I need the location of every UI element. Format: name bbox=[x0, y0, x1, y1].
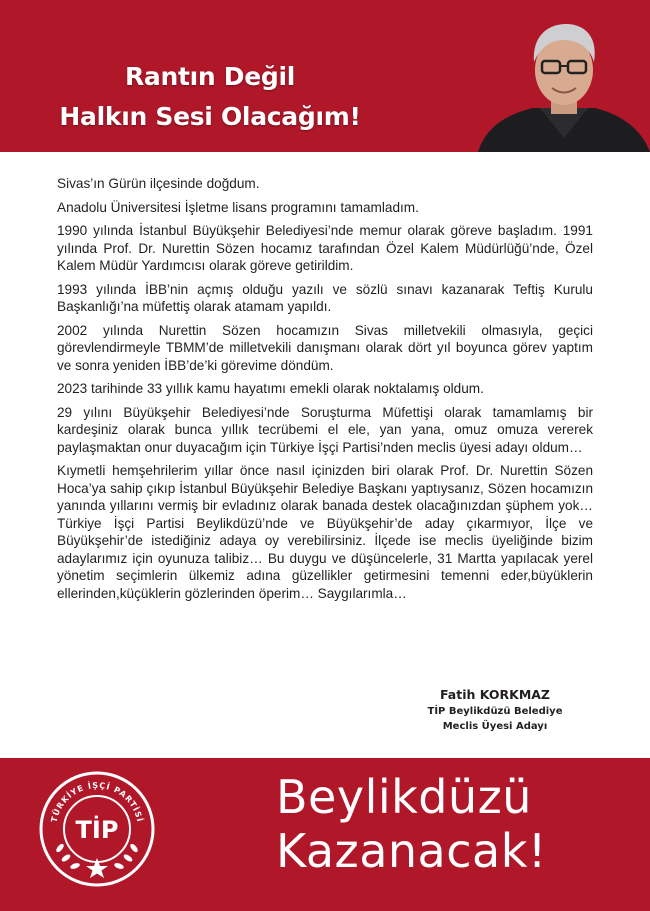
headline-line-1: Rantın Değil bbox=[124, 62, 296, 91]
tip-party-logo bbox=[38, 770, 156, 888]
headline-line-2: Halkın Sesi Olacağım! bbox=[59, 102, 361, 131]
biography-text bbox=[57, 175, 593, 608]
signature-block bbox=[380, 686, 610, 734]
signature-name: Fatih KORKMAZ bbox=[440, 687, 550, 702]
slogan-line-1: Beylikdüzü bbox=[276, 770, 532, 824]
slogan bbox=[276, 770, 646, 878]
logo-ring-text: TÜRKİYE İŞÇİ PARTİSİ bbox=[49, 780, 145, 824]
candidate-photo bbox=[478, 14, 650, 152]
bio-paragraph-8: Kıymetli hemşehrilerim yıllar önce nasıl içinizden biri olarak Prof. Dr. Nurettin Sözen Hoca’ya sahip çıkıp İstanbul Büyükşehir Belediye Başkanı yaptıysanız, Sözen hocamızın yanında yıllarını vermiş bir evladınız olarak banada destek olacağınızdan şüphem yok… Türkiye İşçi Partisi Beylikdüzü’nde ve Büyükşehir’de aday çıkarmıyor, İlçe ve Büyükşehir’de istediğiniz adaya oy verebilirsiniz. İlçede ise meclis üyeliğinde bizim adaylarımız için oyunuza talibiz… Bu duygu ve düşüncelerle, 31 Martta yapılacak yerel yönetim seçimlerin ülkemiz adına güzellikler getirmesini temenni eder,büyüklerin ellerinden,küçüklerin gözlerinden öperim… Saygılarımla… bbox=[57, 463, 593, 601]
bio-paragraph-1: Sivas’ın Gürün ilçesinde doğdum. bbox=[57, 176, 260, 191]
logo-abbreviation: TİP bbox=[75, 816, 119, 844]
bio-paragraph-3: 1990 yılında İstanbul Büyükşehir Belediyesi’nde memur olarak göreve başladım. 1991 yılında Prof. Dr. Nurettin Sözen hocamız tarafından Özel Kalem Müdürlüğü’nde, Özel Kalem Müdür Yardımcısı olarak göreve getirildim. bbox=[57, 223, 593, 273]
headline bbox=[50, 57, 370, 137]
bio-paragraph-6: 2023 tarihinde 33 yıllık kamu hayatımı emekli olarak noktalamış oldum. bbox=[57, 381, 484, 396]
bio-paragraph-4: 1993 yılında İBB’nin açmış olduğu yazılı ve sözlü sınavı kazanarak Teftiş Kurulu Başkanlığı’na müfettiş olarak atamam yapıldı. bbox=[57, 281, 593, 314]
signature-title-line-1: TİP Beylikdüzü Belediye bbox=[427, 706, 563, 717]
bio-paragraph-7: 29 yılını Büyükşehir Belediyesi’nde Soruşturma Müfettişi olarak tamamlamış bir kardeşiniz olarak bunca yıllık tecrübemi el ele, yan yana, omuz omuza vererek paylaşmaktan onur duyacağım için Türkiye İşçi Partisi’nden meclis üyesi adayı oldum… bbox=[57, 404, 593, 455]
slogan-line-2: Kazanacak! bbox=[276, 824, 547, 878]
bio-paragraph-5: 2002 yılında Nurettin Sözen hocamızın Sivas milletvekili olmasıyla, geçici görevlendirmeyle TBMM’de milletvekili danışmanı olarak dört yıl boyunca görev yaptım ve sonra yeniden İBB’de’ki görevime döndüm. bbox=[57, 322, 593, 373]
bio-paragraph-2: Anadolu Üniversitesi İşletme lisans programını tamamladım. bbox=[57, 199, 419, 215]
signature-title-line-2: Meclis Üyesi Adayı bbox=[442, 721, 548, 732]
